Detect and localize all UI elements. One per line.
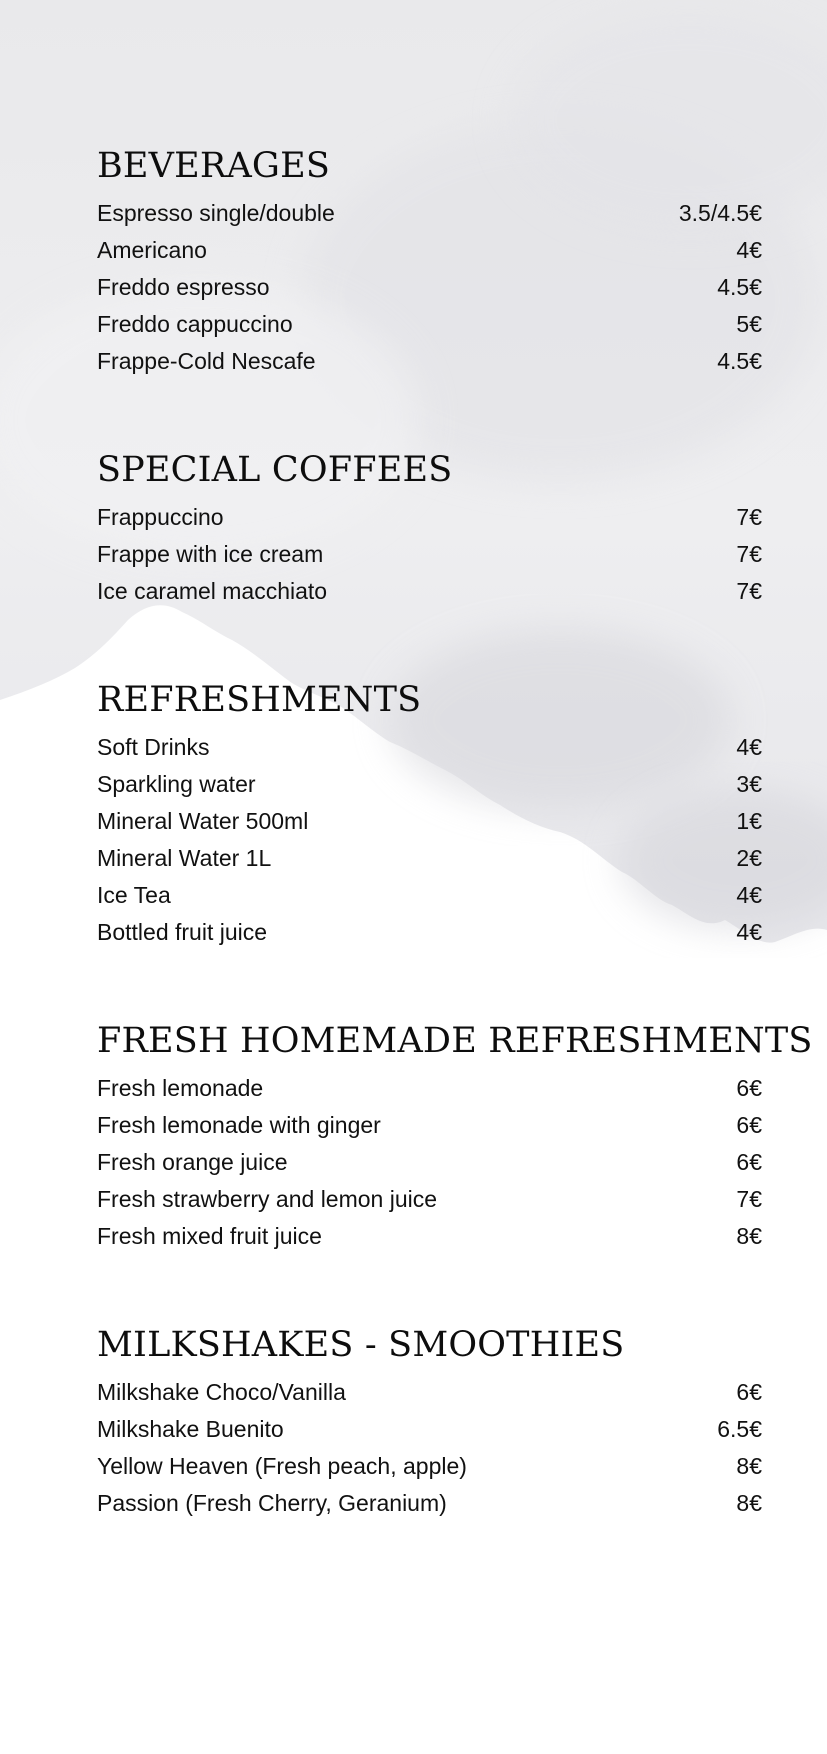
section-title: REFRESHMENTS: [97, 680, 422, 720]
menu-item: [97, 1218, 762, 1255]
item-name: Yellow Heaven (Fresh peach, apple): [97, 1453, 467, 1479]
section-fresh-homemade-refreshments: [97, 1021, 813, 1255]
menu-item: [97, 195, 762, 232]
menu-item: [97, 499, 762, 536]
menu-item: [97, 766, 762, 803]
item-name: Ice Tea: [97, 882, 171, 908]
item-price: 2€: [736, 845, 762, 871]
item-price: 4€: [736, 734, 762, 760]
item-name: Frappe-Cold Nescafe: [97, 348, 316, 374]
item-price: 6.5€: [717, 1416, 762, 1442]
item-price: 7€: [736, 541, 762, 567]
menu-item: [97, 573, 762, 610]
menu-item: [97, 1485, 762, 1522]
item-name: Soft Drinks: [97, 734, 210, 760]
item-name: Passion (Fresh Cherry, Geranium): [97, 1490, 447, 1516]
item-list: [97, 1070, 762, 1255]
section-refreshments: [97, 680, 762, 951]
item-price: 1€: [736, 808, 762, 834]
item-price: 3€: [736, 771, 762, 797]
menu-item: [97, 343, 762, 380]
item-name: Frappuccino: [97, 504, 224, 530]
item-name: Espresso single/double: [97, 200, 335, 226]
item-price: 4.5€: [717, 274, 762, 300]
item-name: Mineral Water 1L: [97, 845, 272, 871]
item-price: 6€: [736, 1112, 762, 1138]
item-list: [97, 1374, 762, 1522]
item-name: Fresh lemonade: [97, 1075, 264, 1101]
item-price: 7€: [736, 504, 762, 530]
menu-item: [97, 306, 762, 343]
menu-item: [97, 729, 762, 766]
section-special-coffees: [97, 450, 762, 610]
item-list: [97, 499, 762, 610]
item-price: 5€: [736, 311, 762, 337]
item-name: Fresh lemonade with ginger: [97, 1112, 381, 1138]
item-price: 8€: [736, 1453, 762, 1479]
item-price: 8€: [736, 1223, 762, 1249]
menu-item: [97, 1374, 762, 1411]
menu-item: [97, 914, 762, 951]
section-title: MILKSHAKES - SMOOTHIES: [97, 1325, 625, 1365]
section-title: SPECIAL COFFEES: [97, 450, 453, 490]
item-name: Milkshake Choco/Vanilla: [97, 1379, 346, 1405]
item-name: Freddo espresso: [97, 274, 270, 300]
item-name: Milkshake Buenito: [97, 1416, 284, 1442]
menu-item: [97, 803, 762, 840]
item-price: 7€: [736, 578, 762, 604]
menu-item: [97, 1181, 762, 1218]
menu-item: [97, 877, 762, 914]
menu-item: [97, 1448, 762, 1485]
item-price: 6€: [736, 1149, 762, 1175]
item-name: Fresh orange juice: [97, 1149, 288, 1175]
item-name: Mineral Water 500ml: [97, 808, 309, 834]
item-price: 4.5€: [717, 348, 762, 374]
item-list: [97, 729, 762, 951]
item-name: Sparkling water: [97, 771, 256, 797]
menu-item: [97, 269, 762, 306]
item-price: 6€: [736, 1075, 762, 1101]
item-name: Americano: [97, 237, 207, 263]
item-price: 8€: [736, 1490, 762, 1516]
item-name: Fresh mixed fruit juice: [97, 1223, 322, 1249]
item-price: 4€: [736, 237, 762, 263]
section-beverages: [97, 146, 762, 380]
menu-item: [97, 232, 762, 269]
menu-item: [97, 1070, 762, 1107]
menu-item: [97, 840, 762, 877]
menu-item: [97, 536, 762, 573]
item-price: 4€: [736, 882, 762, 908]
item-name: Ice caramel macchiato: [97, 578, 328, 604]
item-name: Freddo cappuccino: [97, 311, 293, 337]
item-list: [97, 195, 762, 380]
item-name: Bottled fruit juice: [97, 919, 268, 945]
menu-item: [97, 1411, 762, 1448]
item-price: 3.5/4.5€: [678, 200, 762, 226]
item-name: Frappe with ice cream: [97, 541, 324, 567]
item-price: 7€: [736, 1186, 762, 1212]
menu-item: [97, 1107, 762, 1144]
section-milkshakes-smoothies: [97, 1325, 762, 1522]
section-title: FRESH HOMEMADE REFRESHMENTS: [97, 1021, 813, 1061]
menu-item: [97, 1144, 762, 1181]
item-price: 4€: [736, 919, 762, 945]
item-price: 6€: [736, 1379, 762, 1405]
item-name: Fresh strawberry and lemon juice: [97, 1186, 438, 1212]
section-title: BEVERAGES: [97, 146, 331, 186]
